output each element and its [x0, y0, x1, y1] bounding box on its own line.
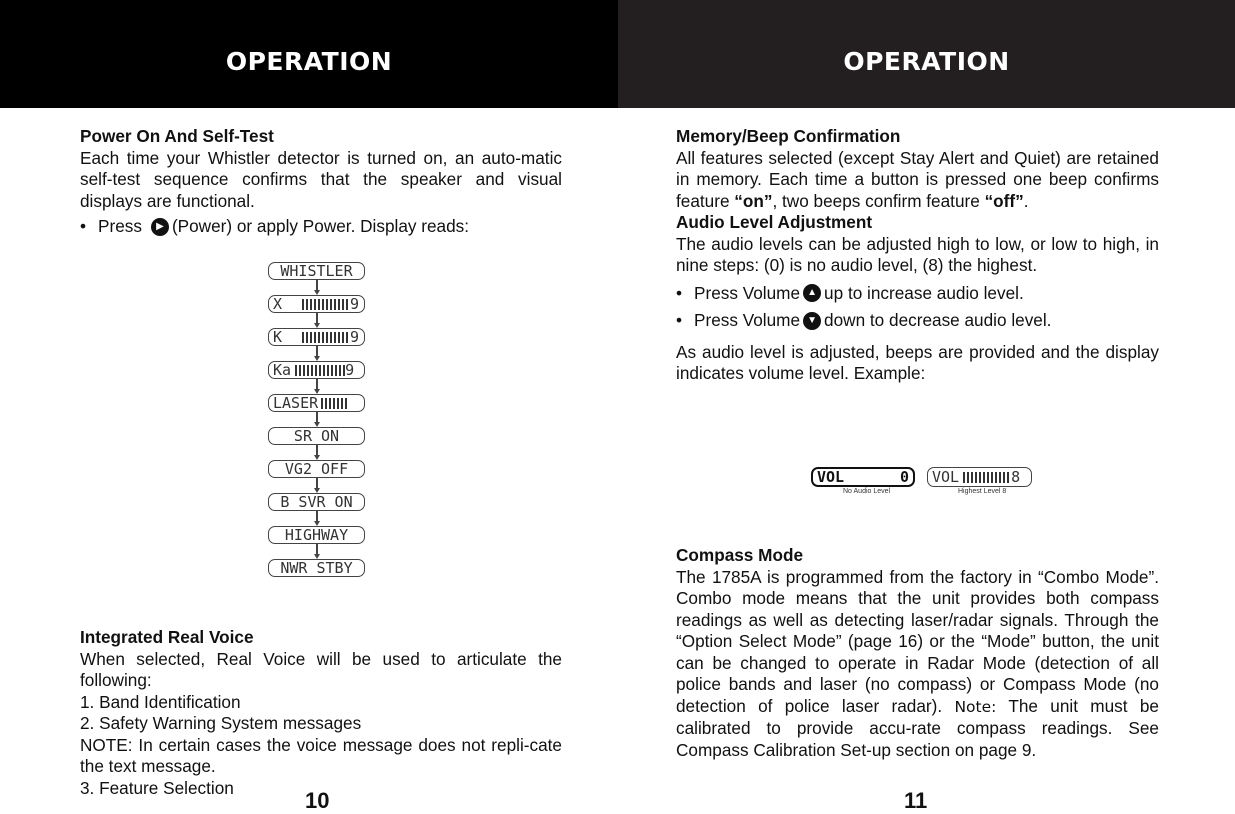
- left-header: OPERATION: [0, 0, 618, 108]
- lcd-vol-min: VOL 0: [811, 467, 915, 487]
- volume-down-bullet: • Press Volume ▼ down to decrease audio level.: [676, 310, 1052, 330]
- lcd-vol-max: VOL 8: [927, 467, 1032, 487]
- left-content: [80, 126, 562, 238]
- voice-item-2: 2. Safety Warning System messages: [80, 713, 362, 733]
- voice-note: NOTE: In certain cases the voice message does not repli-cate the text message.: [80, 734, 562, 776]
- voice-title: Integrated Real Voice: [80, 627, 254, 647]
- caption-max: Highest Level 8: [958, 488, 1007, 495]
- voice-body: When selected, Real Voice will be used to articulate the following:: [80, 648, 562, 690]
- compass-title: Compass Mode: [676, 545, 804, 565]
- lcd-b-svr-on: B SVR ON: [268, 493, 365, 511]
- memory-title: Memory/Beep Confirmation: [676, 126, 901, 146]
- audio-after: As audio level is adjusted, beeps are provided and the display indicates volume level. Example:: [676, 341, 1159, 383]
- power-body: Each time your Whistler detector is turned on, an auto-matic self-test sequence confirms that the speaker and visual displays are functional.: [80, 147, 562, 211]
- compass-body: The 1785A is programmed from the factory in “Combo Mode”. Combo mode means that the unit provides both compass readings as well as detecting laser/radar signals. Through the “Option Select Mode” (page 16) or the “Mode” button, the unit can be changed to operate in Radar Mode (detection of all police bands and laser (no compass) or Compass Mode (no detection of police laser radar). Note: The unit must be calibrated to provide accu-rate compass readings. See Compass Calibration Set-up section on page 9.: [676, 566, 1159, 760]
- page-number-right: 11: [904, 788, 928, 813]
- power-bullet-pre: Press: [98, 216, 142, 236]
- compass-section: [676, 545, 1159, 761]
- lcd-k-band: K 9: [268, 328, 365, 346]
- lcd-highway: HIGHWAY: [268, 526, 365, 544]
- right-page: [618, 0, 1235, 812]
- power-title: Power On And Self-Test: [80, 126, 274, 146]
- lcd-vg2-off: VG2 OFF: [268, 460, 365, 478]
- audio-title: Audio Level Adjustment: [676, 212, 873, 232]
- lcd-sr-on: SR ON: [268, 427, 365, 445]
- lcd-nwr-stby: NWR STBY: [268, 559, 365, 577]
- play-icon: ▶: [151, 218, 169, 236]
- chevron-down-icon: ▼: [803, 312, 821, 330]
- lcd-ka-band: Ka 9: [268, 361, 365, 379]
- page-number-left: 10: [305, 788, 330, 813]
- right-header: OPERATION: [618, 0, 1235, 108]
- lcd-x-band: X 9: [268, 295, 365, 313]
- chevron-up-icon: ▲: [803, 284, 821, 302]
- lcd-whistler: WHISTLER: [268, 262, 365, 280]
- caption-min: No Audio Level: [843, 488, 891, 495]
- lcd-laser: LASER: [268, 394, 365, 412]
- power-bullet: • Press ▶ (Power) or apply Power. Display reads:: [80, 216, 470, 236]
- left-page: [0, 0, 618, 812]
- audio-body: The audio levels can be adjusted high to low, or low to high, in nine steps: (0) is no audio level, (8) the highest.: [676, 233, 1159, 275]
- voice-item-3: 3. Feature Selection: [80, 777, 234, 798]
- memory-body: All features selected (except Stay Alert and Quiet) are retained in memory. Each time a button is pressed one beep confirms feature “on”, two beeps confirm feature “off”.: [676, 147, 1159, 211]
- voice-item-1: 1. Band Identification: [80, 691, 241, 712]
- volume-up-bullet: • Press Volume ▲ up to increase audio level.: [676, 282, 1024, 303]
- right-content: [676, 126, 1159, 385]
- voice-section: [80, 627, 562, 799]
- power-bullet-post: (Power) or apply Power. Display reads:: [171, 216, 470, 236]
